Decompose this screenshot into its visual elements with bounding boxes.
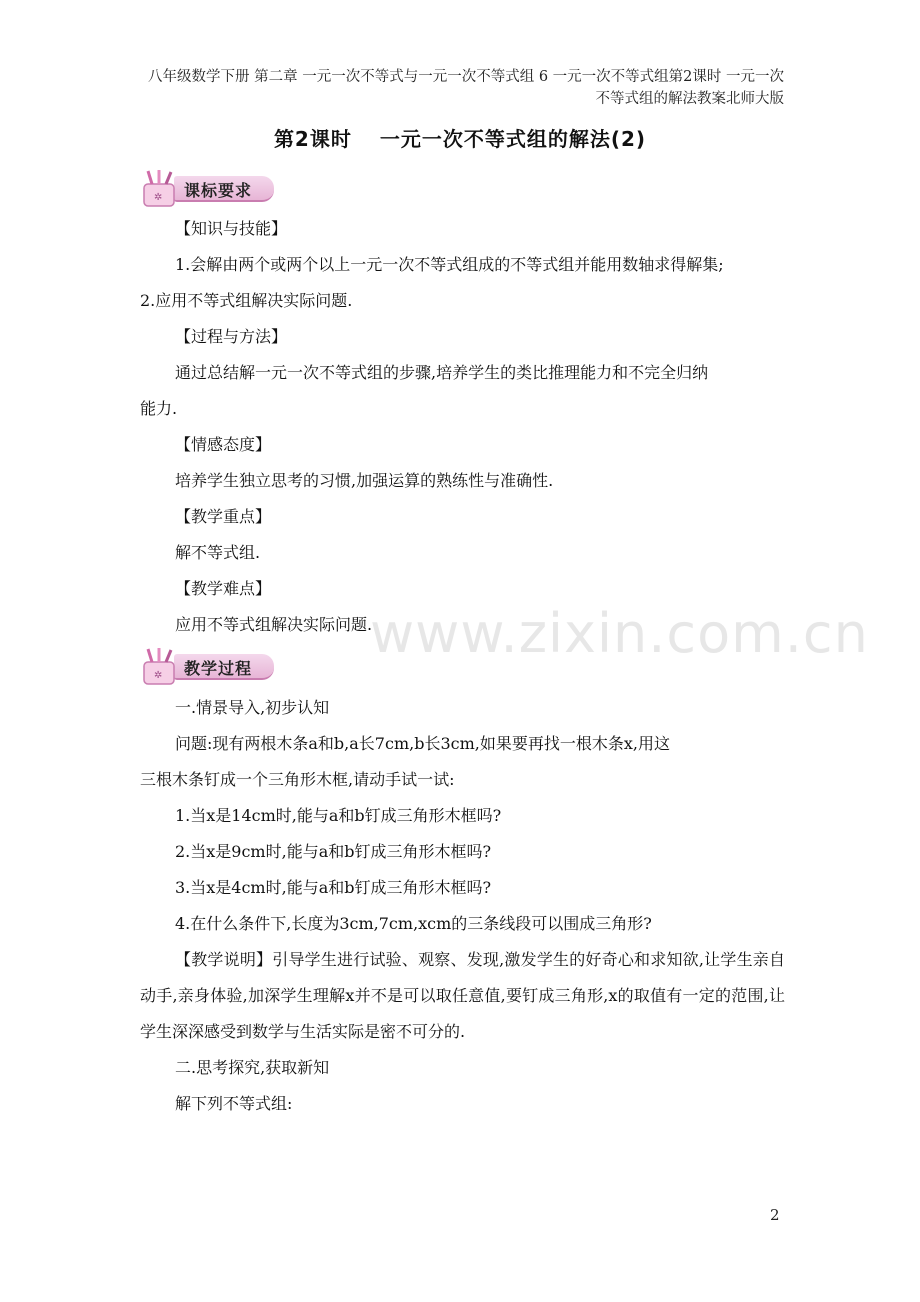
svg-text:✲: ✲ bbox=[154, 670, 163, 681]
knowledge-item-1: 1.会解由两个或两个以上一元一次不等式组成的不等式组并能用数轴求得解集; bbox=[175, 255, 724, 274]
difficult-text: 应用不等式组解决实际问题. bbox=[175, 615, 373, 634]
question-2: 2.当x是9cm时,能与a和b钉成三角形木框吗? bbox=[175, 842, 492, 861]
standards-banner bbox=[140, 168, 285, 210]
emotion-text: 培养学生独立思考的习惯,加强运算的熟练性与准确性. bbox=[175, 471, 554, 490]
difficult-heading: 【教学难点】 bbox=[175, 579, 272, 598]
process-banner bbox=[140, 646, 285, 688]
page-number: 2 bbox=[770, 1206, 780, 1224]
pencil-cup-icon bbox=[140, 168, 184, 210]
banner-label: 课标要求 bbox=[184, 181, 253, 200]
section-1-heading: 一.情景导入,初步认知 bbox=[175, 698, 330, 717]
problem-line2: 三根木条钉成一个三角形木框,请动手试一试: bbox=[140, 770, 455, 789]
key-text: 解不等式组. bbox=[175, 543, 261, 562]
knowledge-heading: 【知识与技能】 bbox=[175, 219, 288, 238]
process-text-line1: 通过总结解一元一次不等式组的步骤,培养学生的类比推理能力和不完全归纳 bbox=[175, 363, 709, 382]
process-text-line2: 能力. bbox=[140, 399, 178, 418]
emotion-heading: 【情感态度】 bbox=[175, 435, 272, 454]
banner-label: 教学过程 bbox=[184, 659, 253, 678]
process-heading: 【过程与方法】 bbox=[175, 327, 288, 346]
lesson-title bbox=[0, 123, 920, 152]
title-part2: 一元一次不等式组的解法(2) bbox=[379, 127, 647, 151]
solve-prompt: 解下列不等式组: bbox=[175, 1094, 293, 1113]
question-3: 3.当x是4cm时,能与a和b钉成三角形木框吗? bbox=[175, 878, 492, 897]
watermark: www.zixin.com.cn bbox=[370, 602, 869, 665]
knowledge-item-2: 2.应用不等式组解决实际问题. bbox=[140, 291, 353, 310]
document-header: 八年级数学下册 第二章 一元一次不等式与一元一次不等式组 6 一元一次不等式组第2课时 一元一次不等式组的解法教案北师大版 bbox=[148, 69, 784, 107]
problem-line1: 问题:现有两根木条a和b,a长7cm,b长3cm,如果要再找一根木条x,用这 bbox=[175, 734, 670, 753]
question-1: 1.当x是14cm时,能与a和b钉成三角形木框吗? bbox=[175, 806, 502, 825]
question-4: 4.在什么条件下,长度为3cm,7cm,xcm的三条线段可以围成三角形? bbox=[175, 914, 652, 933]
key-heading: 【教学重点】 bbox=[175, 507, 272, 526]
teaching-note: 【教学说明】引导学生进行试验、观察、发现,激发学生的好奇心和求知欲,让学生亲自动手,亲身体验,加深学生理解x并不是可以取任意值,要钉成三角形,x的取值有一定的范围,让学生深深感受到数学与生活实际是密不可分的. bbox=[140, 950, 785, 1041]
svg-text:✲: ✲ bbox=[154, 192, 163, 203]
title-part1: 第2课时 bbox=[273, 127, 352, 151]
pencil-cup-icon bbox=[140, 646, 184, 688]
section-2-heading: 二.思考探究,获取新知 bbox=[175, 1058, 330, 1077]
